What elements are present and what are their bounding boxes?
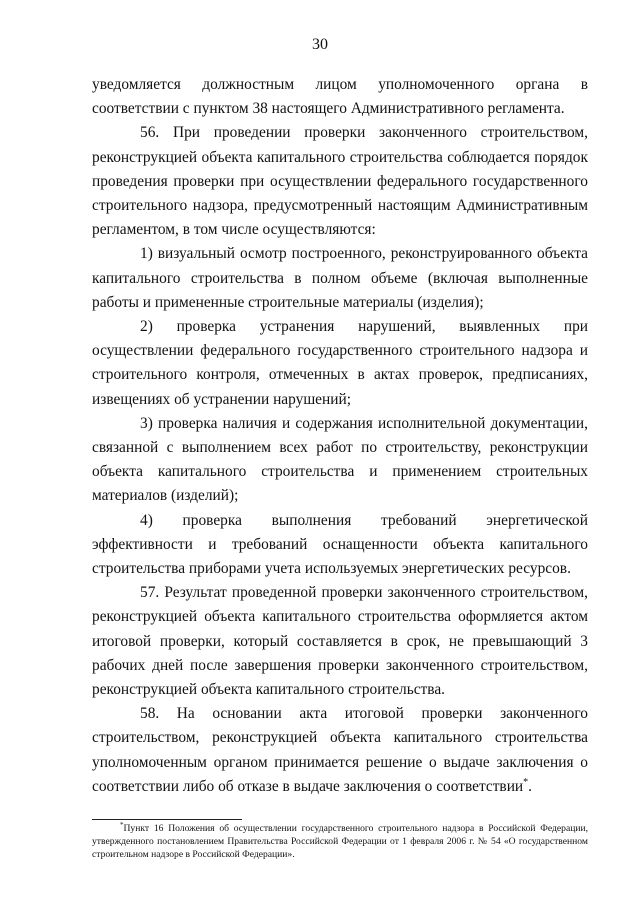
paragraph-58	[92, 702, 588, 799]
paragraph-57: 57. Результат проведенной проверки законченного строительством, реконструкцией объекта капитального строительства оформляется актом итоговой проверки, который составляется в срок, не превышающий 3 рабочих дней после завершения проверки законченного строительством, реконструкцией объекта капитального строительства.	[92, 584, 588, 699]
footnote-reference: *	[523, 776, 529, 788]
list-item-3: 3) проверка наличия и содержания исполнительной документации, связанной с выполнением всех работ по строительству, реконструкции объекта капитального строительства и применением строительных материалов (изделий);	[92, 414, 588, 505]
footnote-text: Пункт 16 Положения об осуществлении государственного строительного надзора в Российской Федерации, утвержденного постановлением Правительства Российской Федерации от 1 февраля 2006 г. № 54 «О государственном строительном надзоре в Российской Федерации».	[92, 823, 588, 860]
document-body	[92, 73, 588, 799]
paragraph-58-text: 58. На основании акта итоговой проверки законченного строительством, реконструкцией объекта капитального строительства уполномоченным органом принимается решение о выдаче заключения о соответствии либо об отказе в выдаче заключения о соответствии	[92, 705, 588, 795]
list-item-2: 2) проверка устранения нарушений, выявленных при осуществлении федерального государственного строительного надзора и строительного контроля, отмеченных в актах проверок, предписаниях, извещениях об устранении нарушений;	[92, 318, 588, 408]
footnote	[92, 822, 588, 861]
list-item-1: 1) визуальный осмотр построенного, реконструированного объекта капитального строительства в полном объеме (включая выполненные работы и примененные строительные материалы (изделия);	[92, 245, 588, 311]
list-item-4: 4) проверка выполнения требований энергетической эффективности и требований оснащенности объекта капитального строительства приборами учета используемых энергетических ресурсов.	[92, 511, 588, 578]
paragraph-58-end: .	[528, 777, 533, 795]
page-number: 30	[312, 36, 328, 53]
paragraph-continuation: уведомляется должностным лицом уполномоченного органа в соответствии с пунктом 38 настоящего Административного регламента.	[92, 76, 588, 118]
footnote-divider	[92, 819, 242, 820]
paragraph-56: 56. При проведении проверки законченного строительством, реконструкцией объекта капитального строительства соблюдается порядок проведения проверки при осуществлении федерального государственного строительного надзора, предусмотренный настоящим Административным регламентом, в том числе осуществляются:	[92, 124, 588, 239]
footnote-marker: *	[120, 820, 124, 829]
